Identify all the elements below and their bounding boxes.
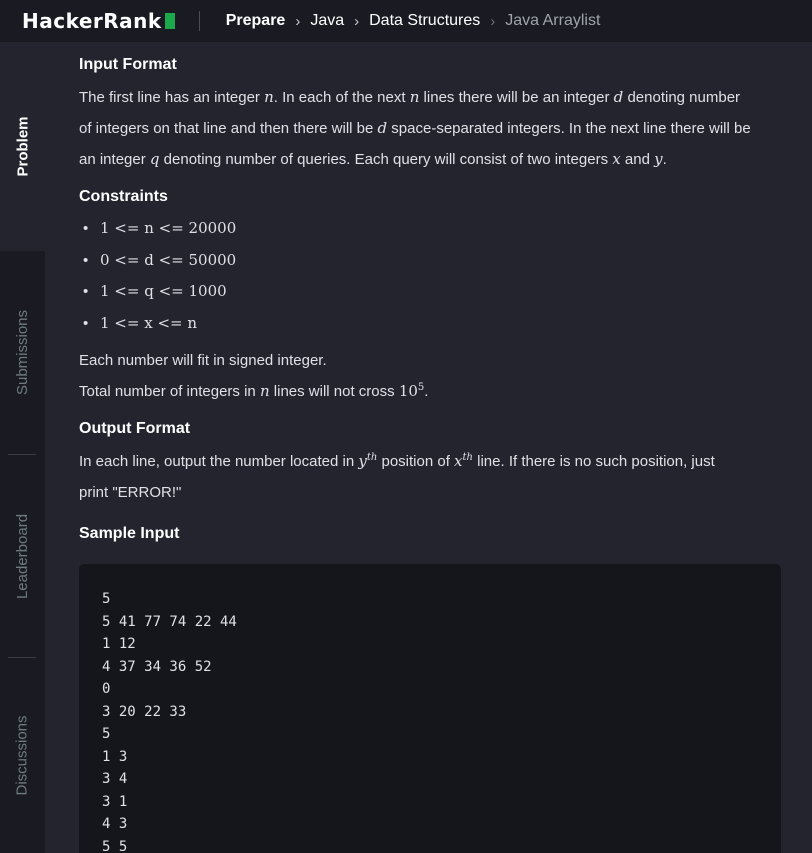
top-bar	[0, 0, 812, 42]
header-divider	[199, 11, 200, 31]
text-run: line. If there is no such position, just	[472, 453, 715, 470]
tab-leaderboard-label: Leaderboard	[14, 513, 32, 599]
text-run: The first line has an integer	[79, 89, 265, 106]
math-var: q	[149, 150, 160, 168]
math-var: n	[264, 88, 274, 106]
text-run: an integer	[79, 151, 150, 168]
math-superscript: th	[462, 452, 473, 463]
tab-leaderboard[interactable]	[0, 455, 45, 657]
math-var: d	[613, 88, 624, 106]
math-var: y	[358, 452, 367, 470]
math-num: 10	[398, 382, 418, 400]
tab-submissions-label: Submissions	[14, 309, 32, 396]
text-run: . In each of the next	[273, 89, 410, 106]
logo-text: HackerRank	[22, 9, 162, 33]
input-format-text	[79, 82, 789, 175]
tab-discussions-label: Discussions	[14, 715, 31, 796]
math-superscript: th	[366, 452, 378, 463]
tab-problem-label: Problem	[14, 116, 32, 177]
text-run: space-separated integers. In the next line there will be	[387, 120, 751, 137]
text-run: Total number of integers in	[79, 383, 260, 400]
sample-input-code-block[interactable]	[79, 564, 781, 853]
chevron-right-icon: ›	[295, 12, 301, 30]
text-run: lines there will be an integer	[419, 89, 614, 106]
note-signed-integer: Each number will fit in signed integer.	[79, 352, 327, 369]
breadcrumb-current: Java Arraylist	[505, 12, 601, 29]
constraint-item: • 1 <= n <= 20000	[79, 213, 479, 245]
breadcrumb-data-structures[interactable]: Data Structures	[369, 12, 481, 29]
tab-submissions[interactable]	[0, 251, 45, 454]
output-format-text	[79, 446, 789, 508]
sample-input-heading: Sample Input	[79, 525, 180, 542]
chevron-right-icon: ›	[354, 12, 360, 30]
breadcrumb-java[interactable]: Java	[310, 12, 345, 29]
text-run: In each line, output the number located in	[79, 453, 359, 470]
constraint-item: • 0 <= d <= 50000	[79, 245, 479, 277]
sample-input-code: 5 5 41 77 74 22 44 1 12 4 37 34 36 52 0 3 20 22 33 5 1 3 3 4 3 1 4 3 5 5	[102, 591, 237, 853]
text-run: print "ERROR!"	[79, 484, 182, 501]
math-var: x	[612, 150, 621, 168]
constraints-list	[79, 213, 479, 339]
hackerrank-logo[interactable]	[22, 9, 175, 33]
math-var: y	[654, 150, 663, 168]
input-format-heading: Input Format	[79, 56, 177, 73]
output-format-heading: Output Format	[79, 420, 191, 437]
text-run: .	[662, 151, 667, 168]
text-run: .	[424, 383, 429, 400]
tab-problem[interactable]	[0, 42, 45, 251]
tab-discussions[interactable]	[0, 658, 45, 853]
text-run: denoting number	[623, 89, 741, 106]
math-exponent: 5	[417, 382, 425, 393]
text-run: and	[620, 151, 655, 168]
vertical-tab-sidebar	[0, 42, 45, 853]
chevron-right-icon: ›	[490, 12, 496, 30]
constraint-item: • 1 <= q <= 1000	[79, 276, 479, 308]
math-var: n	[259, 382, 270, 400]
breadcrumb-prepare[interactable]: Prepare	[225, 12, 286, 29]
text-run: lines will not cross	[269, 383, 399, 400]
math-var: d	[377, 119, 388, 137]
note-total-integers	[79, 376, 789, 407]
text-run: of integers on that line and then there will be	[79, 120, 378, 137]
text-run: denoting number of queries. Each query will consist of two integers	[159, 151, 613, 168]
math-var: n	[409, 88, 420, 106]
math-var: x	[454, 452, 463, 470]
breadcrumb	[226, 12, 601, 30]
constraints-heading: Constraints	[79, 188, 168, 205]
text-run: position of	[377, 453, 455, 470]
logo-block-icon	[165, 13, 175, 29]
constraint-item: • 1 <= x <= n	[79, 308, 479, 340]
